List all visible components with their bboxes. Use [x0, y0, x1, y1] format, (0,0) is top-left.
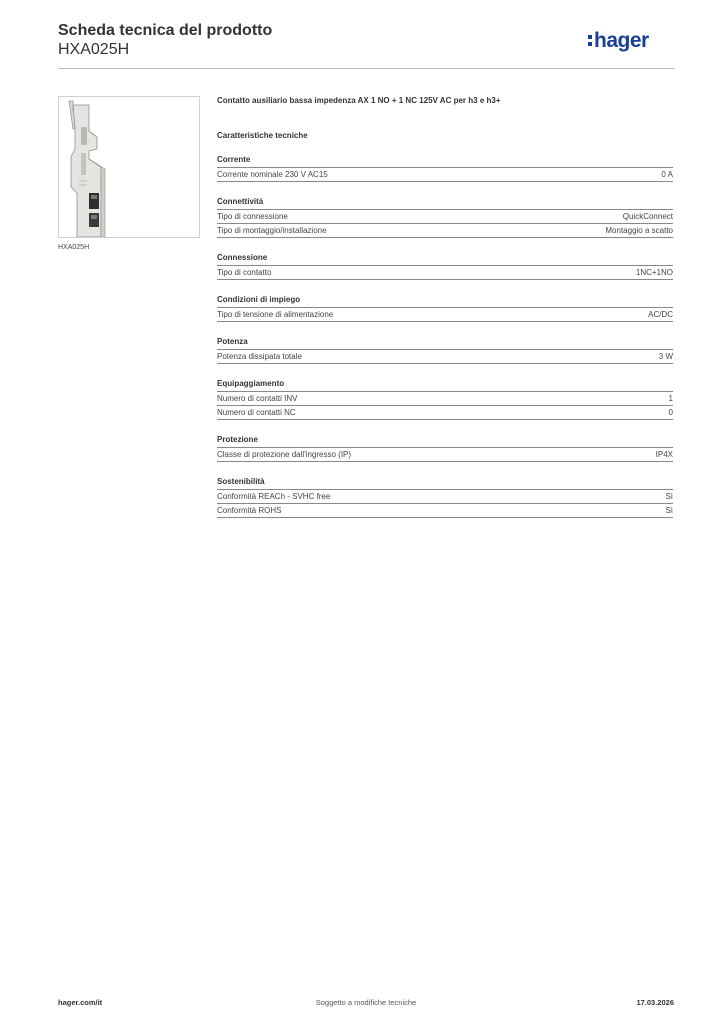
spec-row	[217, 168, 673, 182]
characteristics-heading: Caratteristiche tecniche	[217, 131, 308, 140]
spec-row	[217, 406, 673, 420]
spec-row	[217, 392, 673, 406]
spec-value: 1	[668, 394, 673, 403]
product-image	[58, 96, 200, 238]
spec-label: Numero di contatti INV	[217, 394, 298, 403]
spec-group	[217, 196, 673, 238]
spec-value: 0 A	[661, 170, 673, 179]
header-divider	[58, 68, 674, 69]
spec-group-title: Sostenibilità	[217, 476, 673, 490]
hager-logo	[588, 28, 672, 56]
spec-value: Sì	[665, 506, 673, 515]
spec-row	[217, 504, 673, 518]
spec-group-title: Connessione	[217, 252, 673, 266]
spec-value: Sì	[665, 492, 673, 501]
spec-content	[217, 95, 673, 518]
spec-group	[217, 252, 673, 280]
auxiliary-contact-module-icon	[59, 97, 199, 237]
page-header	[58, 22, 674, 59]
footer-notice: Soggetto a modifiche tecniche	[315, 998, 417, 1007]
spec-group-title: Corrente	[217, 154, 673, 168]
image-caption: HXA025H	[58, 244, 90, 251]
page-title: Scheda tecnica del prodotto	[58, 22, 273, 39]
spec-value: 1NC+1NO	[635, 268, 673, 277]
spec-group-title: Condizioni di impiego	[217, 294, 673, 308]
spec-label: Conformità REACh - SVHC free	[217, 492, 331, 501]
spec-group	[217, 154, 673, 182]
spec-value: QuickConnect	[622, 212, 673, 221]
spec-label: Corrente nominale 230 V AC15	[217, 170, 328, 179]
spec-value: 3 W	[658, 352, 673, 361]
spec-value: AC/DC	[648, 310, 673, 319]
product-description: Contatto ausiliario bassa impedenza AX 1 NO + 1 NC 125V AC per h3 e h3+	[217, 96, 501, 105]
spec-group	[217, 434, 673, 462]
spec-label: Potenza dissipata totale	[217, 352, 302, 361]
spec-value: IP4X	[655, 450, 673, 459]
product-code: HXA025H	[58, 41, 130, 58]
spec-label: Tipo di contatto	[217, 268, 272, 277]
spec-row	[217, 224, 673, 238]
footer-website: hager.com/it	[58, 998, 103, 1007]
spec-label: Tipo di connessione	[217, 212, 288, 221]
spec-label: Classe di protezione dall'ingresso (IP)	[217, 450, 352, 459]
spec-value: 0	[668, 408, 673, 417]
spec-groups	[217, 154, 673, 518]
spec-group-title: Equipaggiamento	[217, 378, 673, 392]
footer-date: 17.03.2026	[636, 998, 674, 1007]
spec-label: Conformità ROHS	[217, 506, 282, 515]
spec-group	[217, 294, 673, 322]
spec-row	[217, 448, 673, 462]
spec-group	[217, 476, 673, 518]
spec-group	[217, 336, 673, 364]
spec-group	[217, 378, 673, 420]
spec-row	[217, 490, 673, 504]
svg-text:hager: hager	[594, 29, 649, 52]
spec-row	[217, 350, 673, 364]
spec-group-title: Potenza	[217, 336, 673, 350]
spec-label: Numero di contatti NC	[217, 408, 296, 417]
hager-logo-icon	[588, 29, 672, 55]
spec-group-title: Connettività	[217, 196, 673, 210]
spec-value: Montaggio a scatto	[605, 226, 673, 235]
spec-row	[217, 210, 673, 224]
spec-group-title: Protezione	[217, 434, 673, 448]
spec-row	[217, 308, 673, 322]
spec-label: Tipo di tensione di alimentazione	[217, 310, 334, 319]
spec-row	[217, 266, 673, 280]
spec-label: Tipo di montaggio/installazione	[217, 226, 327, 235]
